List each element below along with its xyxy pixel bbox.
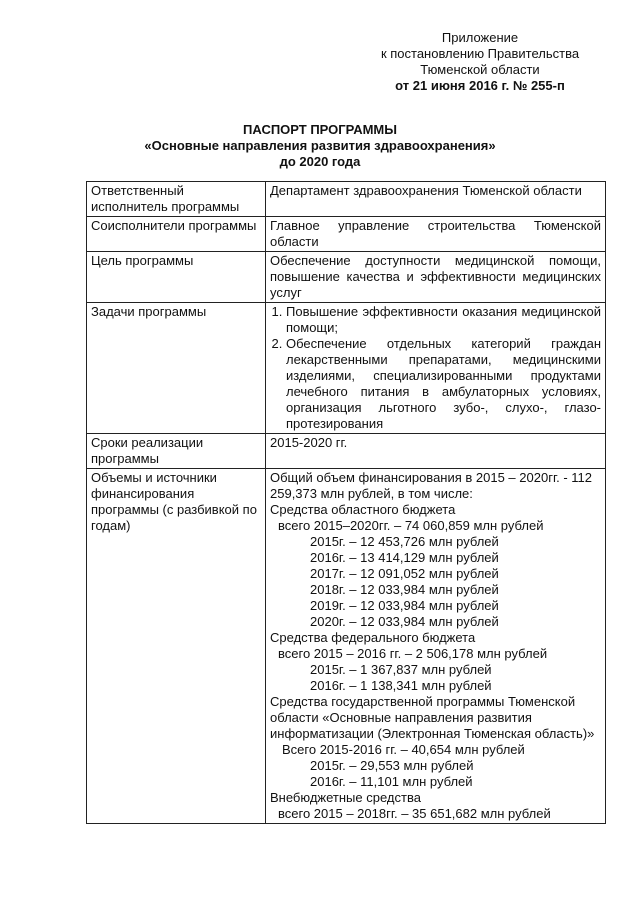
- regional-year-line: 2019г. – 12 033,984 млн рублей: [310, 598, 499, 613]
- financing-total: Общий объем финансирования в 2015 – 2020гг. - 112 259,373 млн рублей, в том числе:: [270, 470, 592, 501]
- state-program-total: Всего 2015-2016 гг. – 40,654 млн рублей: [282, 742, 525, 757]
- row-coexecutors: [87, 217, 606, 252]
- goal-value: Обеспечение доступности медицинской помощи, повышение качества и эффективности медицинских услуг: [266, 252, 606, 303]
- coexecutors-value: Главное управление строительства Тюменской области: [266, 217, 606, 252]
- federal-year-line: 2016г. – 1 138,341 млн рублей: [310, 678, 492, 693]
- regional-budget-title: Средства областного бюджета: [270, 502, 456, 517]
- tasks-label: Задачи программы: [87, 303, 266, 434]
- row-financing: [87, 469, 606, 824]
- goal-label: Цель программы: [87, 252, 266, 303]
- decree-date-number: от 21 июня 2016 г. № 255-п: [395, 78, 565, 93]
- title-line-3: до 2020 года: [279, 154, 361, 169]
- regional-year-line: 2015г. – 12 453,726 млн рублей: [310, 534, 499, 549]
- federal-budget-title: Средства федерального бюджета: [270, 630, 476, 645]
- title-line-2: «Основные направления развития здравоохранения»: [144, 138, 496, 153]
- regional-year-line: 2016г. – 13 414,129 млн рублей: [310, 550, 499, 565]
- row-tasks: [87, 303, 606, 434]
- regional-budget-total: всего 2015–2020гг. – 74 060,859 млн рублей: [278, 518, 544, 533]
- passport-table: [86, 181, 606, 824]
- coexecutors-label: Соисполнители программы: [87, 217, 266, 252]
- document-header: [360, 30, 600, 94]
- terms-label: Сроки реализации программы: [87, 434, 266, 469]
- state-program-year-line: 2015г. – 29,553 млн рублей: [310, 758, 474, 773]
- terms-value: 2015-2020 гг.: [266, 434, 606, 469]
- tasks-value: [266, 303, 606, 434]
- task-item: 1. Повышение эффективности оказания медицинской помощи;: [286, 304, 601, 336]
- executor-value: Департамент здравоохранения Тюменской области: [266, 182, 606, 217]
- row-executor: [87, 182, 606, 217]
- tasks-list: [270, 304, 601, 432]
- appendix-label: Приложение: [441, 30, 519, 45]
- federal-year-line: 2015г. – 1 367,837 млн рублей: [310, 662, 492, 677]
- regional-year-line: 2017г. – 12 091,052 млн рублей: [310, 566, 499, 581]
- federal-budget-total: всего 2015 – 2016 гг. – 2 506,178 млн рублей: [278, 646, 548, 661]
- regional-year-line: 2018г. – 12 033,984 млн рублей: [310, 582, 499, 597]
- extrabudgetary-total: всего 2015 – 2018гг. – 35 651,682 млн рублей: [278, 806, 551, 821]
- state-program-title: Средства государственной программы Тюменской области «Основные направления развития информатизации (Электронная Тюменская область)»: [270, 694, 595, 741]
- state-program-year-line: 2016г. – 11,101 млн рублей: [310, 774, 473, 789]
- row-goal: [87, 252, 606, 303]
- task-item: 2. Обеспечение отдельных категорий граждан лекарственными препаратами, медицинскими изделиями, специализированными продуктами лечебного питания в амбулаторных условиях, организация льготного зубо-, слухо-, глазо- протезирования: [286, 336, 601, 432]
- executor-label: Ответственный исполнитель программы: [87, 182, 266, 217]
- document-title: [90, 122, 550, 170]
- financing-value: [266, 469, 606, 824]
- decree-label: к постановлению Правительства: [380, 46, 580, 61]
- row-terms: [87, 434, 606, 469]
- region-label: Тюменской области: [420, 62, 540, 77]
- title-line-1: ПАСПОРТ ПРОГРАММЫ: [243, 122, 397, 137]
- financing-label: Объемы и источники финансирования программы (с разбивкой по годам): [87, 469, 266, 824]
- regional-year-line: 2020г. – 12 033,984 млн рублей: [310, 614, 499, 629]
- extrabudgetary-title: Внебюджетные средства: [270, 790, 421, 805]
